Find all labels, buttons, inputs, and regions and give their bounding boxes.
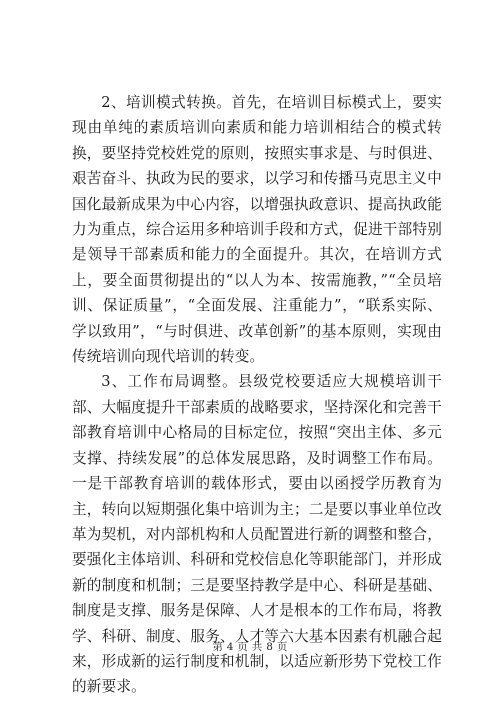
page-number-footer: 第 4 页 共 8 页 [212,641,288,653]
paragraph-work-layout: 3、工作布局调整。县级党校要适应大规模培训干部、大幅度提升干部素质的战略要求，坚持深化和完善干部教育培训中心格局的目标定位，按照“突出主体、多元支撑、持续发展”的总体发展思路，及时调整工作布局。一是干部教育培训的载体形式，要由以函授学历教育为主，转向以短期强化集中培训为主；二是要以事业单位改革为契机，对内部机构和人员配置进行新的调整和整合，要强化主体培训、科研和党校信息化等职能部门，并形成新的制度和机制；三是要坚持教学是中心、科研是基础、制度是支撑、服务是保障、人才是根本的工作布局，将教学、科研、制度、服务、人才等六大基本因素有机融合起来，形成新的运行制度和机制，以适应新形势下党校工作的新要求。 [72,373,442,696]
document-body [72,90,442,700]
paragraph-training-mode: 2、培训模式转换。首先，在培训目标模式上，要实现由单纯的素质培训向素质和能力培训相结合的模式转换，要坚持党校姓党的原则，按照实事求是、与时俱进、艰苦奋斗、执政为民的要求，以学习和传播马克思主义中国化最新成果为中心内容，以增强执政意识、提高执政能力为重点，综合运用多种培训手段和方式，促进干部特别是领导干部素质和能力的全面提升。其次，在培训方式上，要全面贯彻提出的“以人为本、按需施教，”“全员培训、保证质量”，“全面发展、注重能力”，“联系实际、学以致用”，“与时俱进、改革创新”的基本原则，实现由传统培训向现代培训的转变。 [72,94,442,366]
